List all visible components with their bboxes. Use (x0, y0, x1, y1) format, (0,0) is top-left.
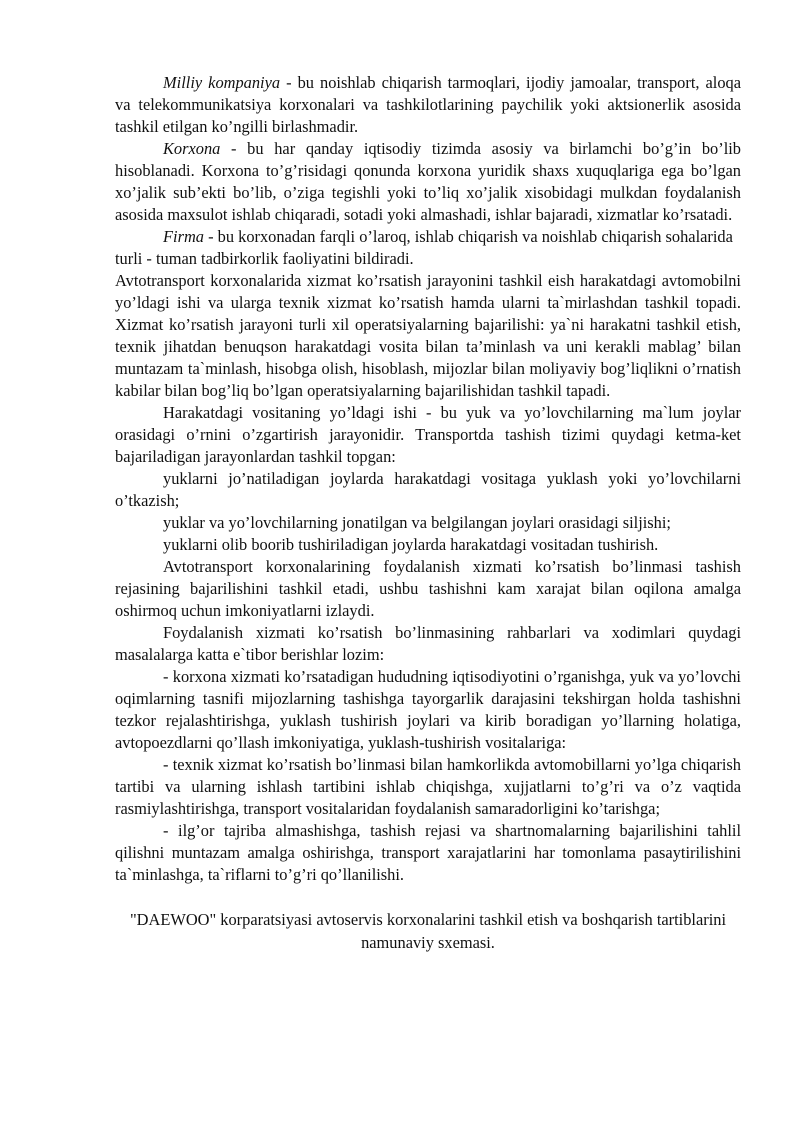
figure-caption: "DAEWOO" korparatsiyasi avtoservis korxonalarini tashkil etish va boshqarish tartiblarini namunaviy sxemasi. (129, 910, 727, 952)
list-item-hudud-iqtisodiyoti: - korxona xizmati ko’rsatadigan hududning iqtisodiyotini o’rganishga, yuk va yo’lovchi oqimlarning tasnifi mijozlarning tashishga tayorgarlik darajasini tekshirgan holda tashishni tezkor rejalashtirishga, yuklash tushirish joylari va kirib boradigan yo’llarning holatiga, avtopoezdlarni qo’llash imkoniyatiga, yuklash-tushirish vositalariga: (115, 667, 741, 752)
definition-text: - bu har qanday iqtisodiy tizimda asosiy va birlamchi bo’g’in bo’lib hisoblanadi. Korxona to’g’risidagi qonunda korxona yuridik shaxs xuquqlariga ega bo’lgan xo’jalik sub’ekti bo’lib, o’ziga tegishli yoki to’liq xo’jalik xisobidagi mulkdan foydalanish asosida maxsulot ishlab chiqaradi, sotadi yoki almashadi, ishlar bajaradi, xizmatlar ko’rsatadi. (115, 139, 741, 224)
paragraph-harakatdagi-vosita: Harakatdagi vositaning yo’ldagi ishi - bu yuk va yo’lovchilarning ma`lum joylar orasidagi o’rnini o’zgartirish jarayonidir. Transportda tashish tizimi quydagi ketma-ket bajariladigan jarayonlardan tashkil topgan: (115, 403, 741, 466)
list-item-yuklash: yuklarni jo’natiladigan joylarda harakatdagi vositaga yuklash yoki yo’lovchilarni o’tkazish; (115, 469, 741, 510)
document-page (115, 72, 741, 954)
paragraph-korxona (115, 138, 741, 226)
paragraph-firma (115, 226, 741, 270)
list-item-texnik-xizmat: - texnik xizmat ko’rsatish bo’linmasi bilan hamkorlikda avtomobillarni yo’lga chiqarish tartibi va ularning ishlash tartibini ishlab chiqishga, xujjatlarni to’g’ri va o’z vaqtida rasmiylashtirishga, transport vositalaridan foydalanish samaradorligini ko’tarishga; (115, 755, 741, 818)
term-korxona: Korxona (163, 139, 221, 158)
paragraph-foydalanish-bolinmasi: Avtotransport korxonalarining foydalanish xizmati ko’rsatish bo’linmasi tashish rejasining bajarilishini tashkil etadi, ushbu tashishni kam xarajat bilan oqilona amalga oshirmoq uchun imkoniyatlarni izlaydi. (115, 557, 741, 620)
paragraph-avtotransport-xizmat: Avtotransport korxonalarida xizmat ko’rsatish jarayonini tashkil eish harakatdagi avtomobilni yo’ldagi ishi va ularga texnik xizmat ko’rsatish hamda ularni ta`mirlashdan tashkil topadi. Xizmat ko’rsatish jarayoni turli xil operatsiyalarning bajarilishi: ya`ni harakatni tashkil etish, texnik jihatdan benuqson harakatdagi vosita bilan ta’minlash va uni kerakli mablag’ bilan muntazam ta`minlash, hisobga olish, hisoblash, mijozlar bilan moliyaviy bog’liqlikni o’rnatish kabilar bilan bog’liq bo’lgan operatsiyalarning bajarilishidan tashkil tapadi. (115, 271, 741, 400)
list-item-tushirish: yuklarni olib boorib tushiriladigan joylarda harakatdagi vositadan tushirish. (163, 535, 659, 554)
list-item-tajriba-almashish: - ilg’or tajriba almashishga, tashish rejasi va shartnomalarning bajarilishini tahlil qilishni muntazam amalga oshirishga, transport xarajatlarini har tomonlama pasaytirilishini ta`minlashga, ta`riflarni to’g’ri qo’llanilishi. (115, 821, 741, 884)
definition-text: - bu korxonadan farqli o’laroq, ishlab chiqarish va noishlab chiqarish sohalarida turli - tuman tadbirkorlik faoliyatini bildiradi. (115, 227, 733, 268)
paragraph-milliy-kompaniya (115, 72, 741, 138)
term-milliy-kompaniya: Milliy kompaniya (163, 73, 281, 92)
paragraph-rahbarlar-vazifalari: Foydalanish xizmati ko’rsatish bo’linmasining rahbarlari va xodimlari quydagi masalalarga katta e`tibor berishlar lozim: (115, 623, 741, 664)
definition-text: - bu noishlab chiqarish tarmoqlari, ijodiy jamoalar, transport, aloqa va telekommunikatsiya korxonalari va tashkilotlarining paychilik yoki aktsionerlik asosida tashkil etilgan ko’ngilli birlashmadir. (115, 73, 741, 136)
term-firma: Firma (163, 227, 204, 246)
list-item-siljish: yuklar va yo’lovchilarning jonatilgan va belgilangan joylari orasidagi siljishi; (163, 513, 671, 532)
